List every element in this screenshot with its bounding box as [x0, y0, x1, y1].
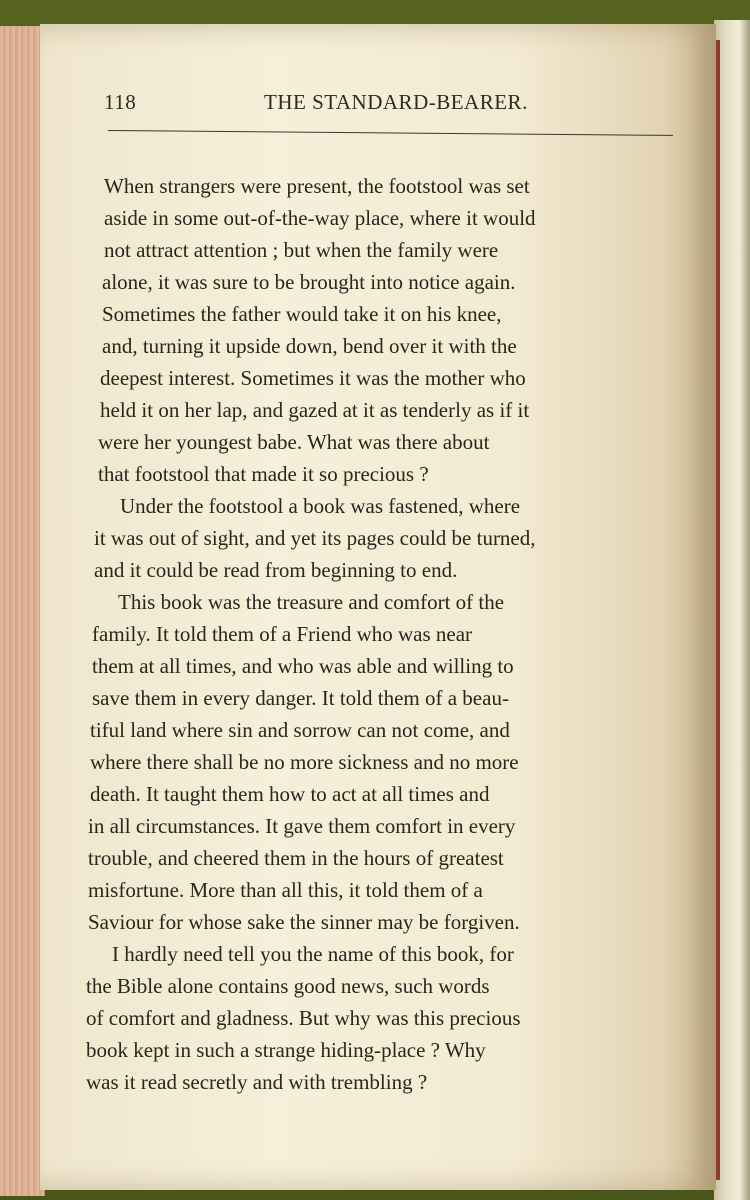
text-line: Under the footstool a book was fastened, where: [120, 494, 521, 518]
text-line: alone, it was sure to be brought into notice again.: [102, 270, 516, 294]
running-head: THE STANDARD-BEARER.: [264, 90, 528, 114]
text-line: was it read secretly and with trembling ?: [86, 1070, 428, 1094]
text-line: them at all times, and who was able and willing to: [92, 654, 514, 678]
page-number: 118: [104, 90, 137, 114]
book-page: [40, 24, 716, 1190]
text-line: save them in every danger. It told them of a beau-: [92, 686, 509, 710]
text-line: aside in some out-of-the-way place, where it would: [104, 206, 536, 230]
text-line: deepest interest. Sometimes it was the mother who: [100, 366, 526, 390]
text-line: not attract attention ; but when the family were: [104, 238, 499, 262]
text-line: misfortune. More than all this, it told them of a: [88, 878, 483, 902]
text-line: were her youngest babe. What was there about: [98, 430, 490, 454]
header-rule: [108, 130, 673, 136]
text-line: it was out of sight, and yet its pages could be turned,: [94, 526, 536, 550]
text-line: that footstool that made it so precious ?: [98, 462, 429, 486]
text-line: Sometimes the father would take it on his knee,: [102, 302, 502, 326]
text-line: the Bible alone contains good news, such words: [86, 974, 490, 998]
text-line: where there shall be no more sickness and no more: [90, 750, 519, 774]
text-line: of comfort and gladness. But why was this precious: [86, 1006, 521, 1030]
page-edges: [0, 26, 45, 1196]
text-line: I hardly need tell you the name of this book, for: [112, 942, 514, 966]
text-line: in all circumstances. It gave them comfort in every: [88, 814, 516, 838]
text-line: and it could be read from beginning to end.: [94, 558, 458, 582]
text-line: death. It taught them how to act at all times and: [90, 782, 490, 806]
text-line: and, turning it upside down, bend over it with the: [102, 334, 517, 358]
text-line: When strangers were present, the footstool was set: [104, 174, 530, 198]
text-line: book kept in such a strange hiding-place ? Why: [86, 1038, 486, 1062]
text-line: held it on her lap, and gazed at it as tenderly as if it: [100, 398, 530, 422]
text-line: tiful land where sin and sorrow can not come, and: [90, 718, 510, 742]
text-line: Saviour for whose sake the sinner may be forgiven.: [88, 910, 520, 934]
text-line: family. It told them of a Friend who was near: [92, 622, 473, 646]
text-line: trouble, and cheered them in the hours of greatest: [88, 846, 504, 870]
text-line: This book was the treasure and comfort of the: [118, 590, 505, 614]
